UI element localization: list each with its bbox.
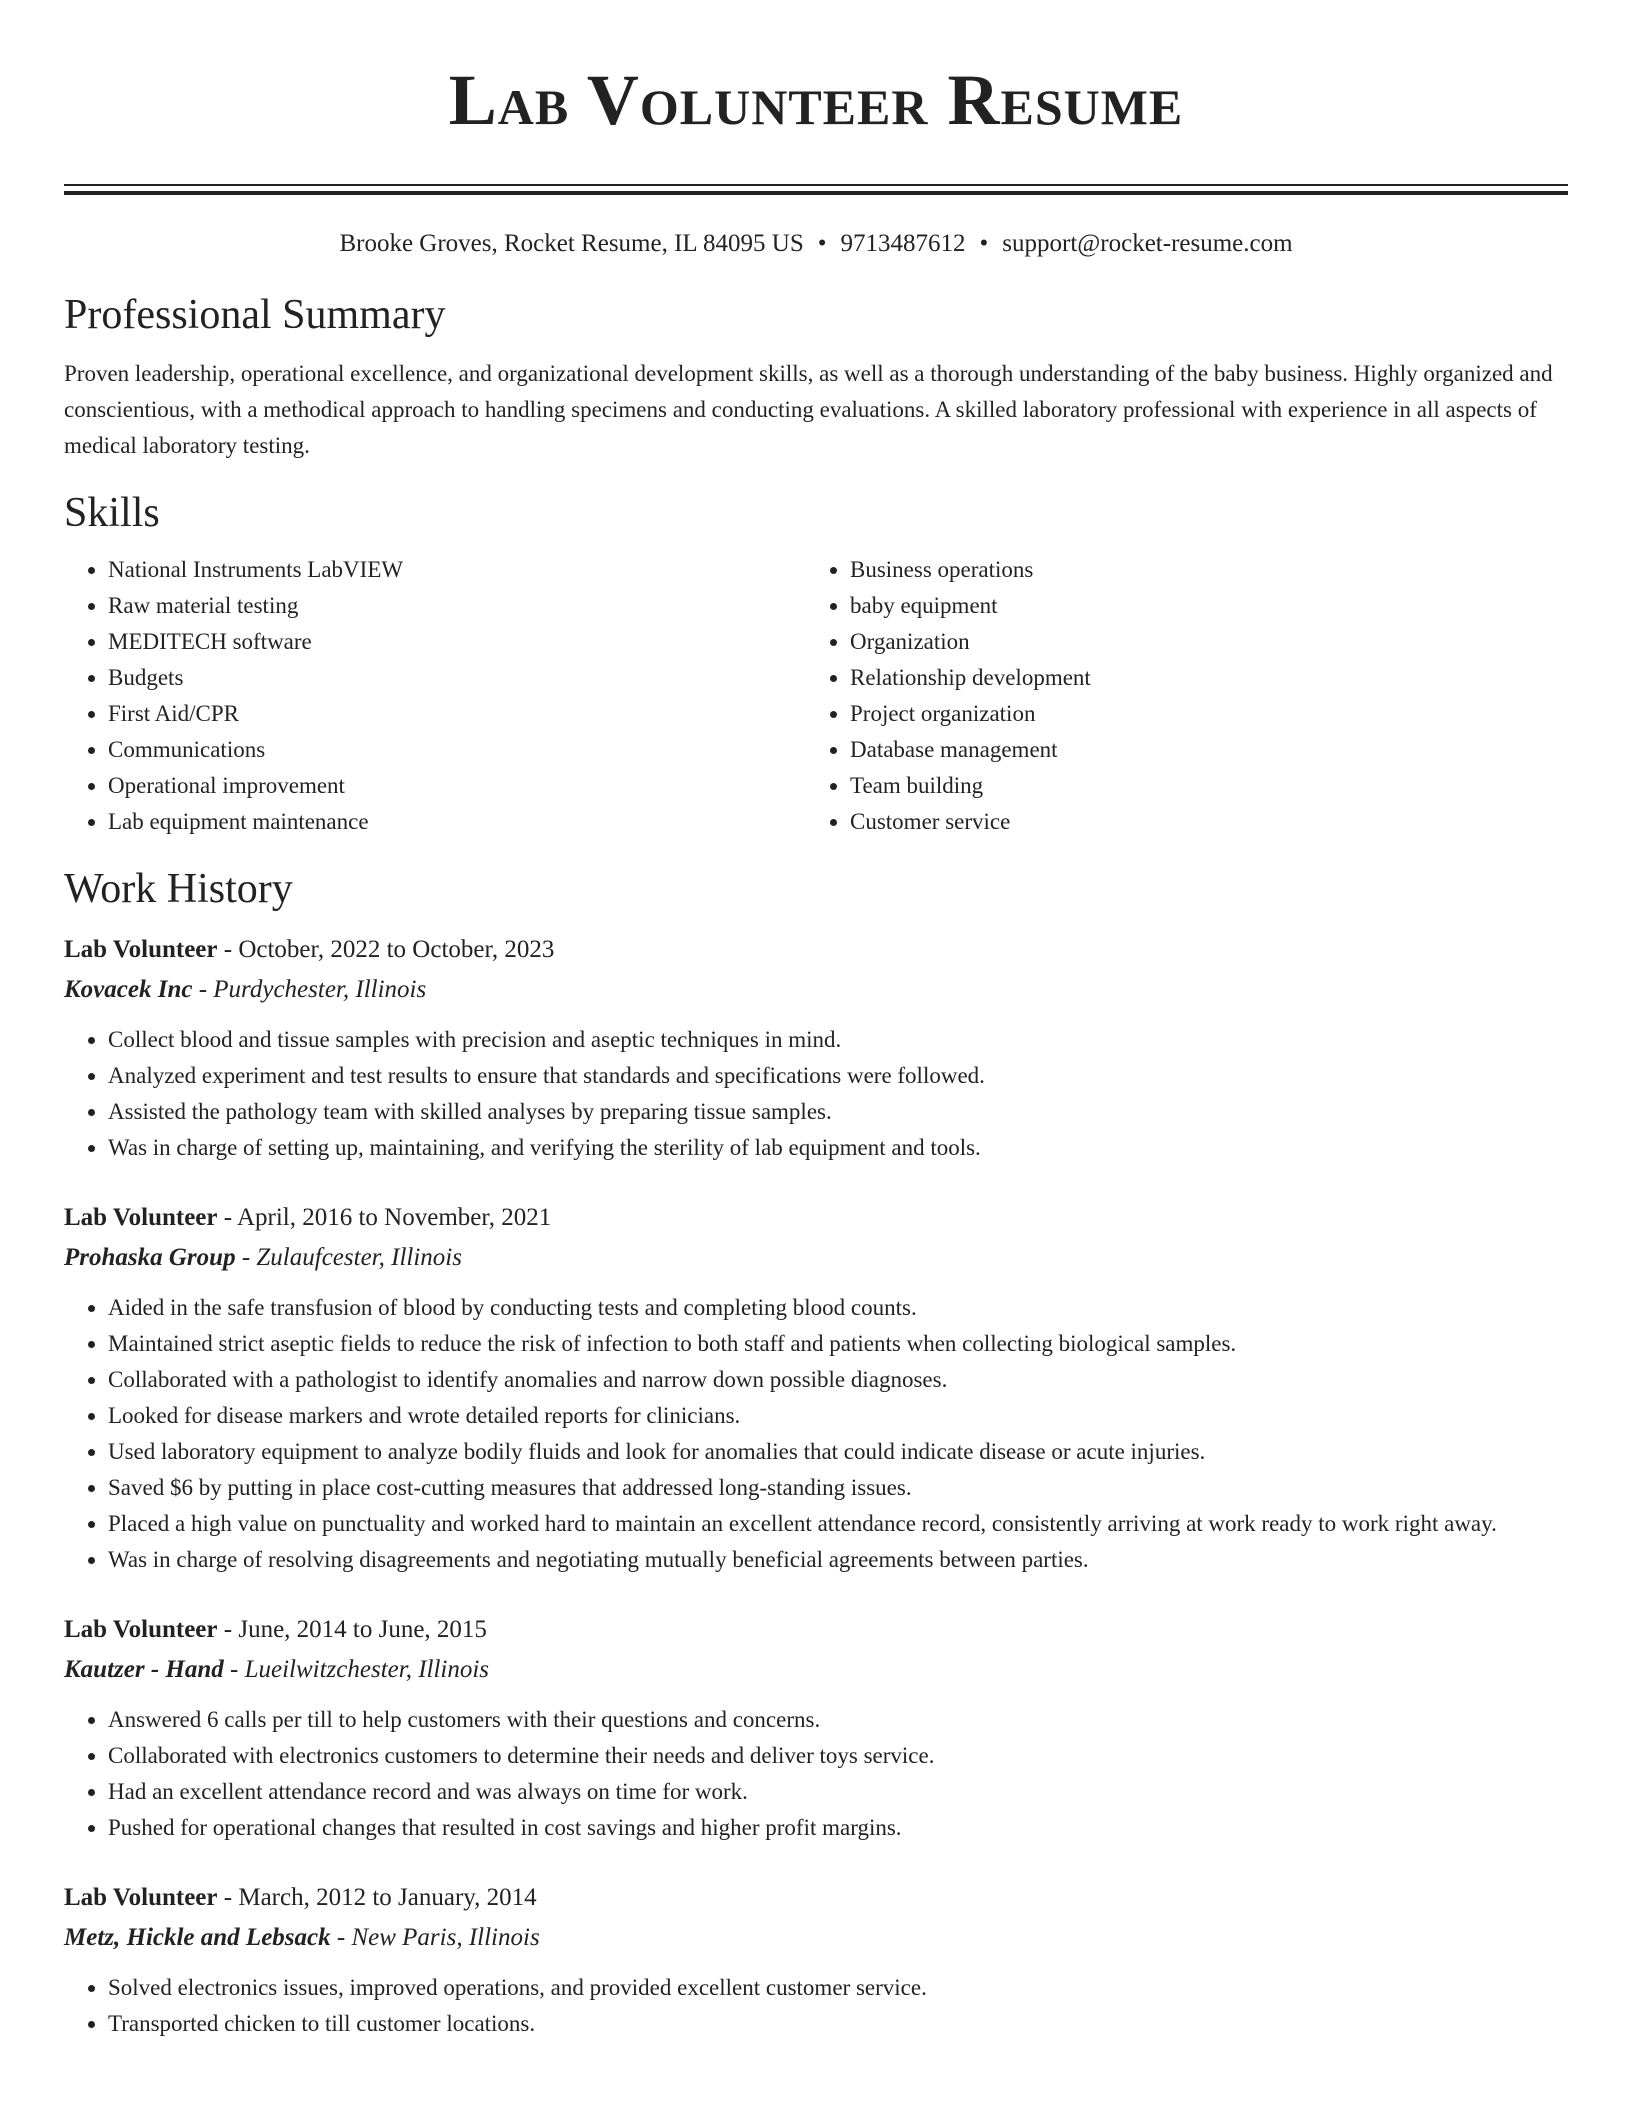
contact-address: Brooke Groves, Rocket Resume, IL 84095 US xyxy=(339,230,804,257)
job-duties xyxy=(64,1290,1568,1578)
resume-title: Lab Volunteer Resume xyxy=(448,60,1184,140)
duty-item: • Maintained strict aseptic fields to reduce the risk of infection to both staff and patients when collecting biological samples. xyxy=(108,1326,1568,1362)
summary-heading: Professional Summary xyxy=(64,292,446,338)
skills-column-right xyxy=(806,552,1548,840)
job-dates: - June, 2014 to June, 2015 xyxy=(217,1616,487,1643)
job-entry xyxy=(64,930,1568,1166)
job-duties xyxy=(64,1022,1568,1166)
skills-grid xyxy=(64,552,1568,840)
job-company-line xyxy=(64,1238,1568,1278)
resume-page xyxy=(64,0,1568,2042)
job-company: Metz, Hickle and Lebsack xyxy=(64,1924,331,1951)
duty-item: • Had an excellent attendance record and was always on time for work. xyxy=(108,1774,1568,1810)
duty-item: • Collaborated with a pathologist to identify anomalies and narrow down possible diagnoses. xyxy=(108,1362,1568,1398)
job-location: - Purdychester, Illinois xyxy=(192,976,427,1003)
job-duties xyxy=(64,1970,1568,2042)
skill-item: • Organization xyxy=(850,624,1548,660)
job-title: Lab Volunteer xyxy=(64,1204,218,1231)
job-entry xyxy=(64,1610,1568,1846)
job-company-line xyxy=(64,1918,1568,1958)
contact-separator: • xyxy=(979,230,989,257)
skills-column-left xyxy=(64,552,806,840)
duty-item: • Saved $6 by putting in place cost-cutting measures that addressed long-standing issues. xyxy=(108,1470,1568,1506)
duty-item: • Used laboratory equipment to analyze bodily fluids and look for anomalies that could indicate disease or acute injuries. xyxy=(108,1434,1568,1470)
skill-item: • Lab equipment maintenance xyxy=(108,804,806,840)
job-title: Lab Volunteer xyxy=(64,1616,218,1643)
summary-text: Proven leadership, operational excellence, and organizational development skills, as well as a thorough understanding of the baby business. Highly organized and conscientious, with a methodical approach to handling specimens and conducting evaluations. A skilled laboratory professional with experience in all aspects of medical laboratory testing. xyxy=(64,361,1553,458)
work-history-heading: Work History xyxy=(64,866,293,912)
job-company-line xyxy=(64,1650,1568,1690)
skill-item: • Communications xyxy=(108,732,806,768)
duty-item: • Aided in the safe transfusion of blood by conducting tests and completing blood counts. xyxy=(108,1290,1568,1326)
skill-item: • Budgets xyxy=(108,660,806,696)
job-title-line xyxy=(64,1878,1568,1918)
job-title-line xyxy=(64,1610,1568,1650)
contact-email: support@rocket-resume.com xyxy=(1002,230,1293,257)
skill-item: • MEDITECH software xyxy=(108,624,806,660)
skill-item: • Relationship development xyxy=(850,660,1548,696)
skill-item: • Operational improvement xyxy=(108,768,806,804)
duty-item: • Collaborated with electronics customers to determine their needs and deliver toys service. xyxy=(108,1738,1568,1774)
job-title-line xyxy=(64,930,1568,970)
duty-item: • Looked for disease markers and wrote detailed reports for clinicians. xyxy=(108,1398,1568,1434)
job-title: Lab Volunteer xyxy=(64,1884,218,1911)
duty-item: • Assisted the pathology team with skilled analyses by preparing tissue samples. xyxy=(108,1094,1568,1130)
duty-item: • Analyzed experiment and test results to ensure that standards and specifications were followed. xyxy=(108,1058,1568,1094)
skill-item: • Business operations xyxy=(850,552,1548,588)
skill-item: • Database management xyxy=(850,732,1548,768)
duty-item: • Solved electronics issues, improved operations, and provided excellent customer service. xyxy=(108,1970,1568,2006)
job-dates: - March, 2012 to January, 2014 xyxy=(217,1884,537,1911)
skill-item: • baby equipment xyxy=(850,588,1548,624)
contact-separator: • xyxy=(817,230,827,257)
duty-item: • Placed a high value on punctuality and worked hard to maintain an excellent attendance record, consistently arriving at work ready to work right away. xyxy=(108,1506,1568,1542)
job-duties xyxy=(64,1702,1568,1846)
skill-item: • Raw material testing xyxy=(108,588,806,624)
skill-item: • First Aid/CPR xyxy=(108,696,806,732)
duty-item: • Collect blood and tissue samples with precision and aseptic techniques in mind. xyxy=(108,1022,1568,1058)
job-company-line xyxy=(64,970,1568,1010)
skill-item: • Project organization xyxy=(850,696,1548,732)
title-divider xyxy=(64,184,1568,195)
duty-item: • Was in charge of resolving disagreements and negotiating mutually beneficial agreements between parties. xyxy=(108,1542,1568,1578)
job-company: Kautzer - Hand xyxy=(64,1656,224,1683)
skills-heading: Skills xyxy=(64,490,160,536)
job-company: Prohaska Group xyxy=(64,1244,236,1271)
duty-item: • Transported chicken to till customer locations. xyxy=(108,2006,1568,2042)
skill-item: • National Instruments LabVIEW xyxy=(108,552,806,588)
job-entry xyxy=(64,1878,1568,2042)
job-title: Lab Volunteer xyxy=(64,936,218,963)
job-title-line xyxy=(64,1198,1568,1238)
duty-item: • Answered 6 calls per till to help customers with their questions and concerns. xyxy=(108,1702,1568,1738)
contact-phone: 9713487612 xyxy=(840,230,966,257)
duty-item: • Pushed for operational changes that resulted in cost savings and higher profit margins. xyxy=(108,1810,1568,1846)
job-entry xyxy=(64,1198,1568,1578)
job-location: - Lueilwitzchester, Illinois xyxy=(223,1656,490,1683)
contact-line xyxy=(64,228,1568,260)
job-location: - New Paris, Illinois xyxy=(330,1924,540,1951)
job-dates: - April, 2016 to November, 2021 xyxy=(217,1204,552,1231)
job-company: Kovacek Inc xyxy=(64,976,193,1003)
job-location: - Zulaufcester, Illinois xyxy=(235,1244,462,1271)
duty-item: • Was in charge of setting up, maintaining, and verifying the sterility of lab equipment and tools. xyxy=(108,1130,1568,1166)
skill-item: • Customer service xyxy=(850,804,1548,840)
job-dates: - October, 2022 to October, 2023 xyxy=(217,936,555,963)
skill-item: • Team building xyxy=(850,768,1548,804)
